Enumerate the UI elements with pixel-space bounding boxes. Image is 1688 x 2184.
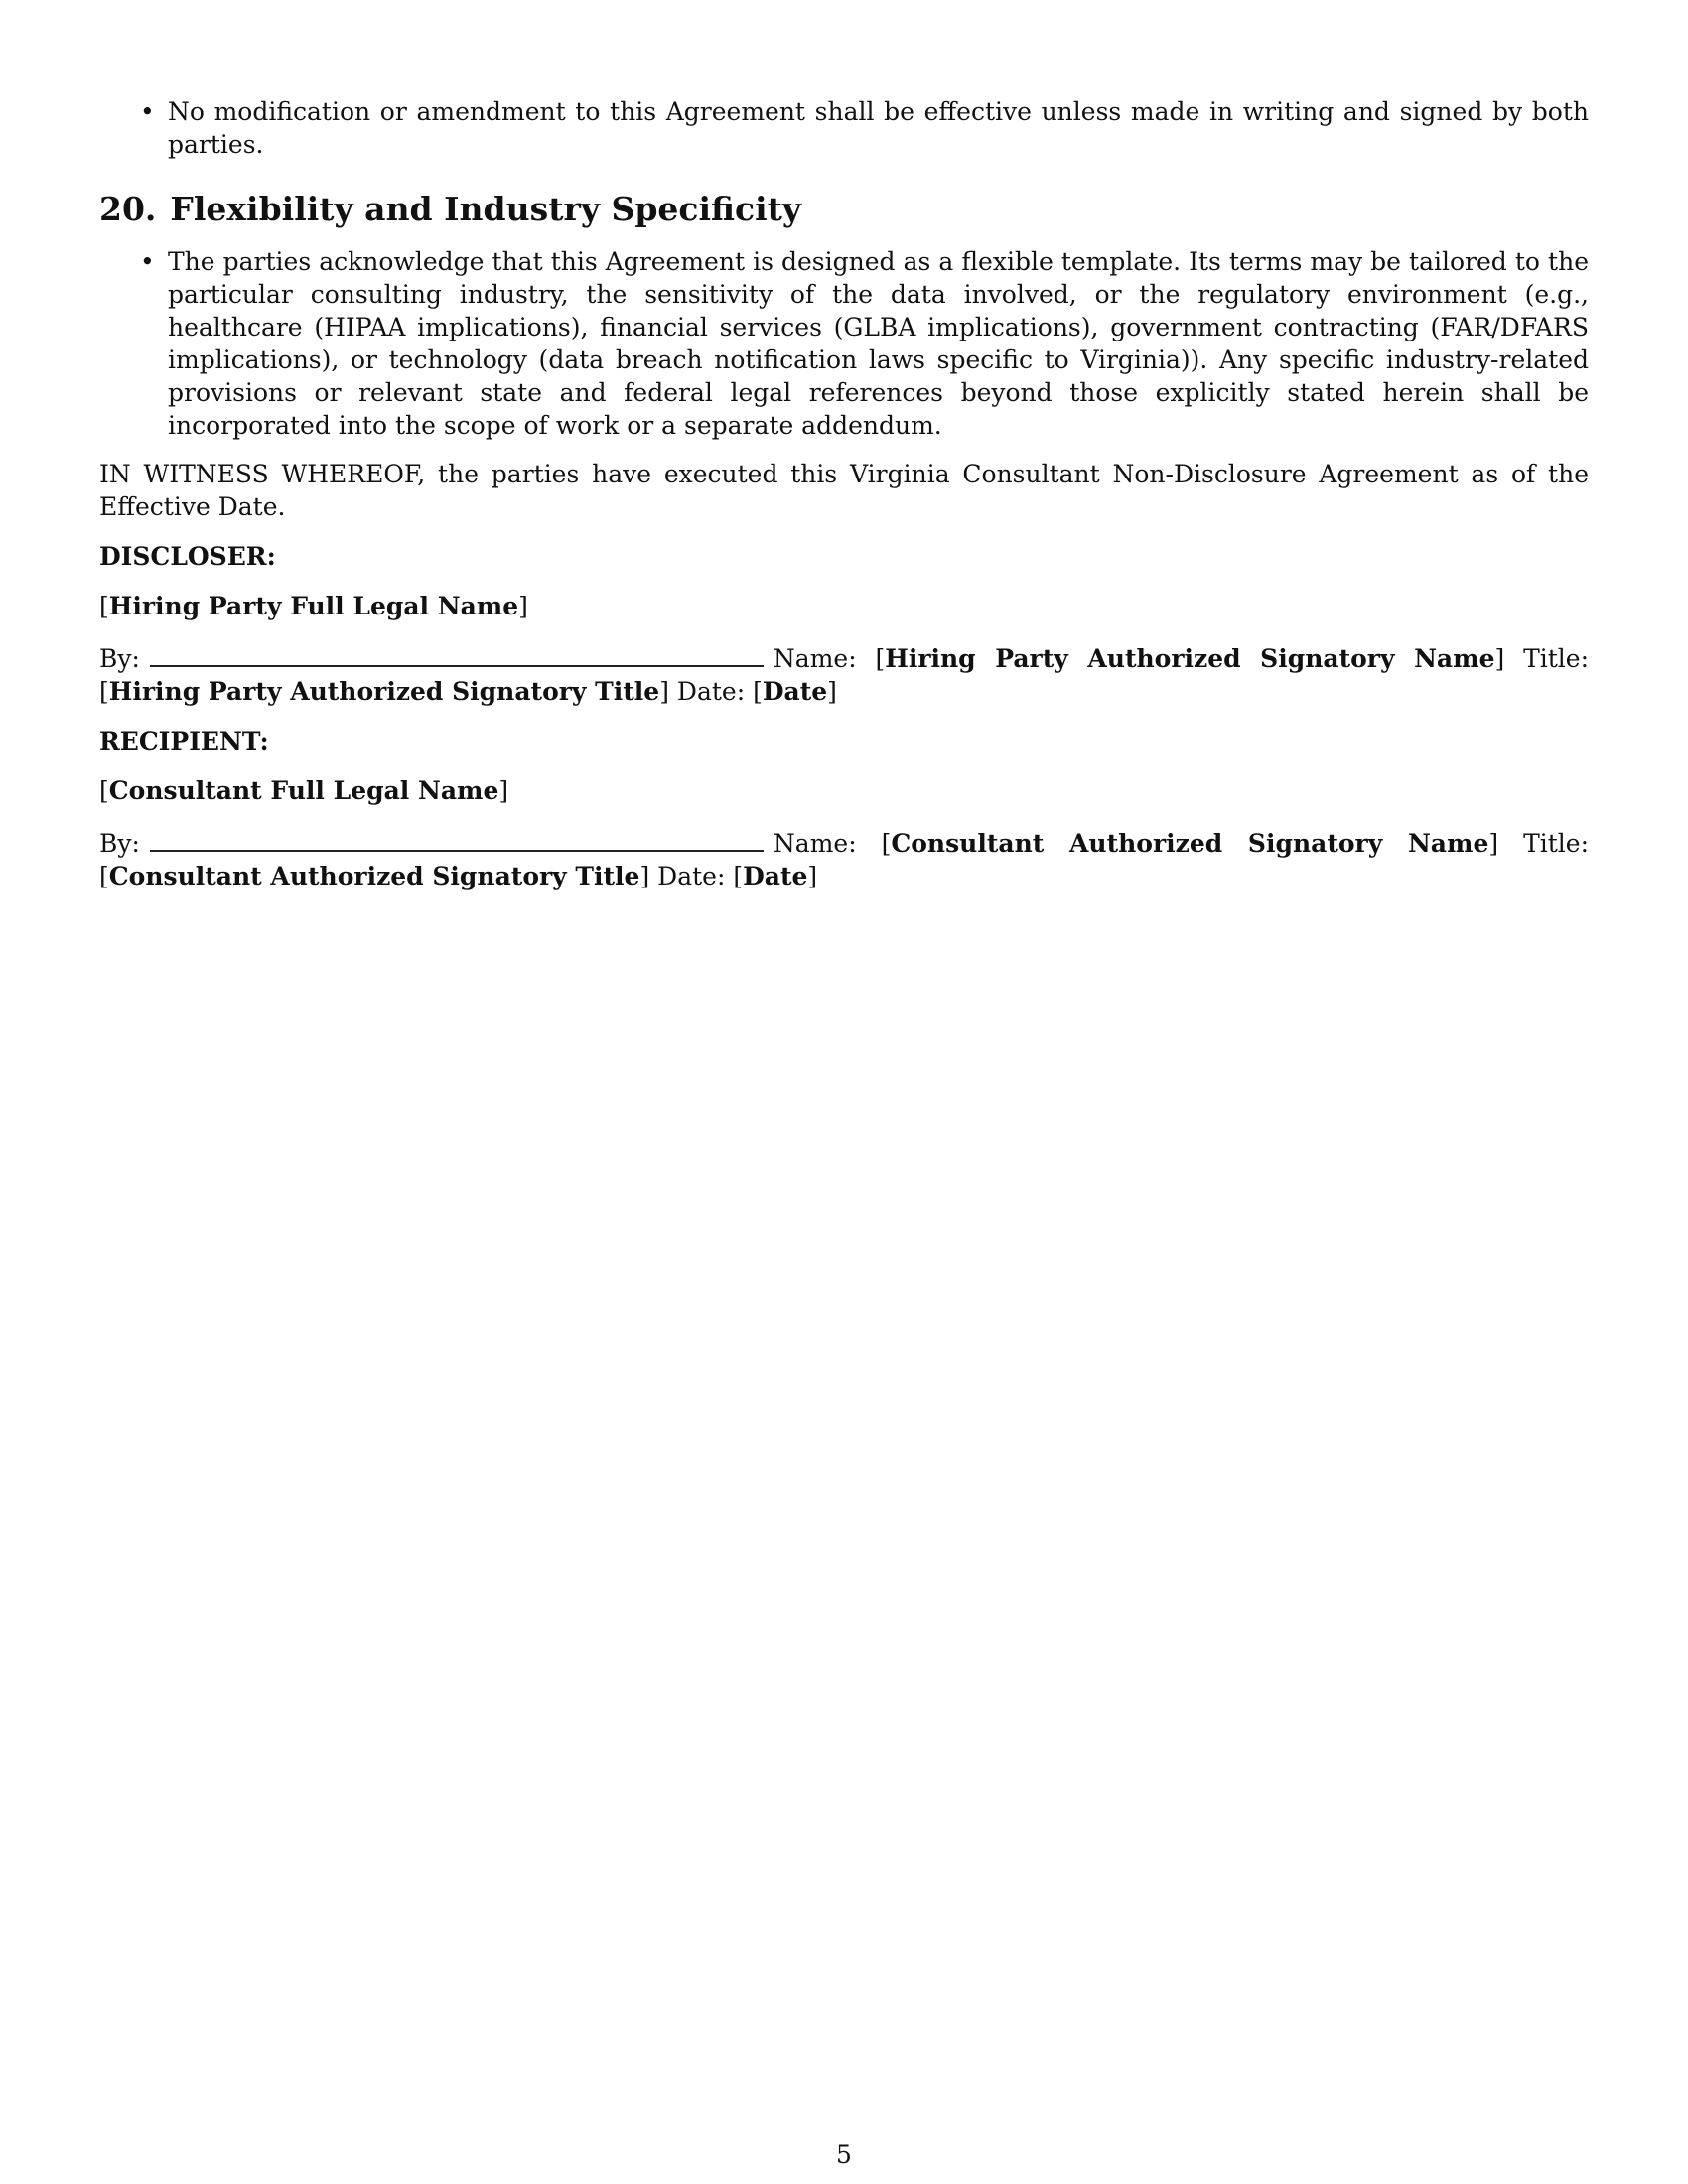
recipient-signature-line[interactable] [150, 824, 764, 852]
discloser-signature-block: By: Name: [Hiring Party Authorized Signatory Name] Title: [Hiring Party Authorized Signatory Title] Date: [Date] [99, 639, 1589, 708]
witness-statement: IN WITNESS WHEREOF, the parties have executed this Virginia Consultant Non-Disclosure Agreement as of the Effective Date. [99, 460, 1589, 521]
recipient-title-label: Title: [1523, 829, 1590, 858]
discloser-party-name: [Hiring Party Full Legal Name] [99, 592, 528, 620]
discloser-signature-line[interactable] [150, 639, 764, 667]
document-body [99, 95, 1589, 892]
amendment-clause-list [99, 95, 1589, 161]
discloser-date-value: Date [762, 677, 828, 706]
recipient-party-name: [Consultant Full Legal Name] [99, 776, 509, 805]
recipient-party-name-text: Consultant Full Legal Name [108, 776, 499, 805]
amendment-clause [99, 95, 1589, 161]
discloser-name-label: Name: [773, 644, 857, 673]
discloser-signatory-name: Hiring Party Authorized Signatory Name [885, 644, 1495, 673]
section-20-list [99, 245, 1589, 442]
section-20-heading [99, 190, 1589, 229]
bullet-marker: • [140, 97, 155, 126]
recipient-by-label: By: [99, 829, 140, 858]
recipient-name-label: Name: [773, 829, 857, 858]
discloser-date-label: Date: [676, 677, 746, 706]
flexibility-clause [99, 245, 1589, 442]
discloser-title-label: Title: [1523, 644, 1590, 673]
flexibility-clause-text: The parties acknowledge that this Agreement is designed as a flexible template. Its terms may be tailored to the particular consulting industry, the sensitivity of the data involved, or the regulatory environment (e.g., healthcare (HIPAA implications), financial services (GLBA implications), government contracting (FAR/DFARS implications), or technology (data breach notification laws specific to Virginia)). Any specific industry-related provisions or relevant state and federal legal references beyond those explicitly stated herein shall be incorporated into the scope of work or a separate addendum. [168, 247, 1589, 440]
bullet-marker: • [140, 247, 155, 276]
discloser-signatory-title: Hiring Party Authorized Signatory Title [108, 677, 660, 706]
discloser-by-label: By: [99, 644, 140, 673]
recipient-signatory-title: Consultant Authorized Signatory Title [108, 862, 640, 890]
discloser-party-name-text: Hiring Party Full Legal Name [108, 592, 519, 620]
section-20-title: Flexibility and Industry Specificity [170, 190, 802, 228]
recipient-label: RECIPIENT: [99, 727, 269, 755]
recipient-date-label: Date: [657, 862, 726, 890]
section-20-number: 20. [99, 190, 157, 228]
recipient-signatory-name: Consultant Authorized Signatory Name [891, 829, 1489, 858]
recipient-signature-block: By: Name: [Consultant Authorized Signatory Name] Title: [Consultant Authorized Signatory Title] Date: [Date] [99, 824, 1589, 892]
discloser-label: DISCLOSER: [99, 542, 276, 571]
recipient-date-value: Date [743, 862, 808, 890]
page-number: 5 [836, 2140, 852, 2169]
amendment-clause-text: No modification or amendment to this Agreement shall be effective unless made in writing and signed by both parties. [168, 97, 1589, 159]
